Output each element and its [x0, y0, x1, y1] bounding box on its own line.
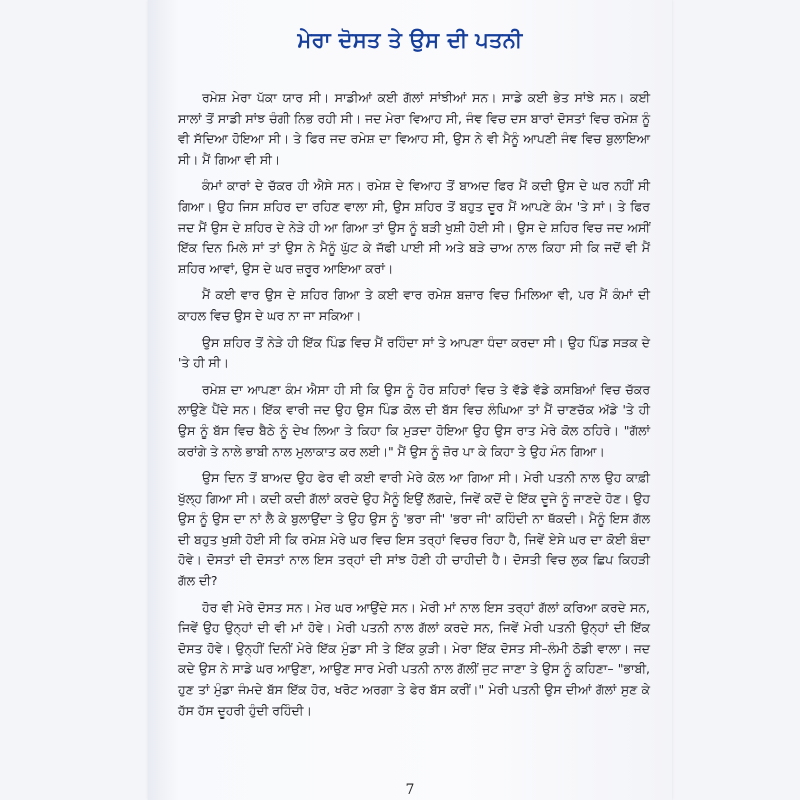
chapter-title: ਮੇਰਾ ਦੋਸਤ ਤੇ ਉਸ ਦੀ ਪਤਨੀ: [297, 28, 523, 52]
body-text: [178, 88, 650, 727]
paragraph-4: ਉਸ ਸ਼ਹਿਰ ਤੋਂ ਨੇੜੇ ਹੀ ਇੱਕ ਪਿੰਡ ਵਿਚ ਮੈਂ ਰਹਿੰਦਾ ਸਾਂ ਤੇ ਆਪਣਾ ਧੰਦਾ ਕਰਦਾ ਸੀ। ਉਹ ਪਿੰਡ ਸੜਕ ਦੇ 'ਤੇ ਹੀ ਸੀ।: [178, 334, 650, 371]
paragraph-7: ਹੋਰ ਵੀ ਮੇਰੇ ਦੋਸਤ ਸਨ। ਮੇਰ ਘਰ ਆਉਂਦੇ ਸਨ। ਮੇਰੀ ਮਾਂ ਨਾਲ ਇਸ ਤਰ੍ਹਾਂ ਗੱਲਾਂ ਕਰਿਆ ਕਰਦੇ ਸਨ, ਜਿਵੇਂ ਉਹ ਉਨ੍ਹਾਂ ਦੀ ਵੀ ਮਾਂ ਹੋਵੇ। ਮੇਰੀ ਪਤਨੀ ਨਾਲ ਗੱਲਾਂ ਕਰਦੇ ਸਨ, ਜਿਵੇਂ ਮੇਰੀ ਪਤਨੀ ਉਨ੍ਹਾਂ ਦੀ ਇੱਕ ਦੋਸਤ ਹੋਵੇ। ਉਨ੍ਹੀਂ ਦਿਨੀਂ ਮੇਰੇ ਇੱਕ ਮੁੰਡਾ ਸੀ ਤੇ ਇੱਕ ਕੁੜੀ। ਮੇਰਾ ਇੱਕ ਦੋਸਤ ਸੀ–ਲੰਮੀ ਠੋਡੀ ਵਾਲਾ। ਜਦ ਕਦੇ ਉਸ ਨੇ ਸਾਡੇ ਘਰ ਆਉਣਾ, ਆਉਣ ਸਾਰ ਮੇਰੀ ਪਤਨੀ ਨਾਲ ਗੱਲੀਂ ਜੁਟ ਜਾਣਾ ਤੇ ਉਸ ਨੂੰ ਕਹਿਣਾ– "ਭਾਬੀ, ਹੁਣ ਤਾਂ ਮੁੰਡਾ ਜੰਮਦੇ ਬੱਸ ਇੱਕ ਹੋਰ, ਖਰੋਟ ਅਰਗਾ ਤੇ ਫੇਰ ਬੱਸ ਕਰੀਂ।" ਮੇਰੀ ਪਤਨੀ ਉਸ ਦੀਆਂ ਗੱਲਾਂ ਸੁਣ ਕੇ ਹੱਸ ਹੱਸ ਦੂਹਰੀ ਹੁੰਦੀ ਰਹਿੰਦੀ।: [178, 599, 650, 718]
paragraph-5: ਰਮੇਸ਼ ਦਾ ਆਪਣਾ ਕੰਮ ਐਸਾ ਹੀ ਸੀ ਕਿ ਉਸ ਨੂੰ ਹੋਰ ਸ਼ਹਿਰਾਂ ਵਿਚ ਤੇ ਵੱਡੇ ਵੱਡੇ ਕਸਬਿਆਂ ਵਿਚ ਚੱਕਰ ਲਾਉਣੇ ਪੈਂਦੇ ਸਨ। ਇੱਕ ਵਾਰੀ ਜਦ ਉਹ ਉਸ ਪਿੰਡ ਕੋਲ ਦੀ ਬੱਸ ਵਿਚ ਲੰਘਿਆ ਤਾਂ ਮੈਂ ਚਾਣਚੱਕ ਅੱਡੇ 'ਤੇ ਹੀ ਉਸ ਨੂੰ ਬੱਸ ਵਿਚ ਬੈਠੇ ਨੂੰ ਦੇਖ ਲਿਆ ਤੇ ਕਿਹਾ ਕਿ ਮੁੜਦਾ ਹੋਇਆ ਉਹ ਉਸ ਰਾਤ ਮੇਰੇ ਕੋਲ ਠਹਿਰੇ। "ਗੱਲਾਂ ਕਰਾਂਗੇ ਤੇ ਨਾਲੇ ਭਾਬੀ ਨਾਲ ਮੁਲਾਕਾਤ ਕਰ ਲਈ।" ਮੈਂ ਉਸ ਨੂੰ ਜ਼ੋਰ ਪਾ ਕੇ ਕਿਹਾ ਤੇ ਉਹ ਮੰਨ ਗਿਆ।: [178, 381, 650, 459]
paragraph-3: ਮੈਂ ਕਈ ਵਾਰ ਉਸ ਦੇ ਸ਼ਹਿਰ ਗਿਆ ਤੇ ਕਈ ਵਾਰ ਰਮੇਸ਼ ਬਜ਼ਾਰ ਵਿਚ ਮਿਲਿਆ ਵੀ, ਪਰ ਮੈਂ ਕੰਮਾਂ ਦੀ ਕਾਹਲ ਵਿਚ ਉਸ ਦੇ ਘਰ ਨਾ ਜਾ ਸਕਿਆ।: [178, 287, 650, 323]
paragraph-2: ਕੰਮਾਂ ਕਾਰਾਂ ਦੇ ਚੱਕਰ ਹੀ ਐਸੇ ਸਨ। ਰਮੇਸ਼ ਦੇ ਵਿਆਹ ਤੋਂ ਬਾਅਦ ਫਿਰ ਮੈਂ ਕਦੀ ਉਸ ਦੇ ਘਰ ਨਹੀਂ ਸੀ ਗਿਆ। ਉਹ ਜਿਸ ਸ਼ਹਿਰ ਦਾ ਰਹਿਣ ਵਾਲਾ ਸੀ, ਉਸ ਸ਼ਹਿਰ ਤੋਂ ਬਹੁਤ ਦੂਰ ਮੈਂ ਆਪਣੇ ਕੰਮ 'ਤੇ ਸਾਂ। ਤੇ ਫਿਰ ਜਦ ਮੈਂ ਉਸ ਦੇ ਸ਼ਹਿਰ ਦੇ ਨੇੜੇ ਹੀ ਆ ਗਿਆ ਤਾਂ ਉਸ ਨੂੰ ਬੜੀ ਖੁਸ਼ੀ ਹੋਈ ਸੀ। ਉਸ ਦੇ ਸ਼ਹਿਰ ਵਿਚ ਜਦ ਅਸੀਂ ਇੱਕ ਦਿਨ ਮਿਲੇ ਸਾਂ ਤਾਂ ਉਸ ਨੇ ਮੈਨੂੰ ਘੁੱਟ ਕੇ ਜੱਫੀ ਪਾਈ ਸੀ ਅਤੇ ਬੜੇ ਚਾਅ ਨਾਲ ਕਿਹਾ ਸੀ ਕਿ ਜਦੋਂ ਵੀ ਮੈਂ ਸ਼ਹਿਰ ਆਵਾਂ, ਉਸ ਦੇ ਘਰ ਜ਼ਰੂਰ ਆਇਆ ਕਰਾਂ।: [178, 178, 650, 276]
page-number: 7: [405, 782, 415, 798]
book-page: [148, 0, 672, 800]
paragraph-1: ਰਮੇਸ਼ ਮੇਰਾ ਪੱਕਾ ਯਾਰ ਸੀ। ਸਾਡੀਆਂ ਕਈ ਗੱਲਾਂ ਸਾਂਝੀਆਂ ਸਨ। ਸਾਡੇ ਕਈ ਭੇਤ ਸਾਂਝੇ ਸਨ। ਕਈ ਸਾਲਾਂ ਤੋਂ ਸਾਡੀ ਸਾਂਝ ਚੰਗੀ ਨਿਭ ਰਹੀ ਸੀ। ਜਦ ਮੇਰਾ ਵਿਆਹ ਸੀ, ਜੰਞ ਵਿਚ ਦਸ ਬਾਰਾਂ ਦੋਸਤਾਂ ਵਿਚ ਰਮੇਸ਼ ਨੂੰ ਵੀ ਸੱਦਿਆ ਹੋਇਆ ਸੀ। ਤੇ ਫਿਰ ਜਦ ਰਮੇਸ਼ ਦਾ ਵਿਆਹ ਸੀ, ਉਸ ਨੇ ਵੀ ਮੈਨੂੰ ਆਪਣੀ ਜੰਞ ਵਿਚ ਬੁਲਾਇਆ ਸੀ। ਮੈਂ ਗਿਆ ਵੀ ਸੀ।: [178, 90, 650, 167]
paragraph-6: ਉਸ ਦਿਨ ਤੋਂ ਬਾਅਦ ਉਹ ਫੇਰ ਵੀ ਕਈ ਵਾਰੀ ਮੇਰੇ ਕੋਲ ਆ ਗਿਆ ਸੀ। ਮੇਰੀ ਪਤਨੀ ਨਾਲ ਉਹ ਕਾਫ਼ੀ ਖੁੱਲ੍ਹ ਗਿਆ ਸੀ। ਕਦੀ ਕਦੀ ਗੱਲਾਂ ਕਰਦੇ ਉਹ ਮੈਨੂੰ ਇਉਂ ਲੱਗਦੇ, ਜਿਵੇਂ ਕਦੋਂ ਦੇ ਇੱਕ ਦੂਜੇ ਨੂੰ ਜਾਣਦੇ ਹੋਣ। ਉਹ ਉਸ ਨੂੰ ਉਸ ਦਾ ਨਾਂ ਲੈ ਕੇ ਬੁਲਾਉਂਦਾ ਤੇ ਉਹ ਉਸ ਨੂੰ 'ਭਰਾ ਜੀ' 'ਭਰਾ ਜੀ' ਕਹਿੰਦੀ ਨਾ ਥੱਕਦੀ। ਮੈਨੂੰ ਇਸ ਗੱਲ ਦੀ ਬਹੁਤ ਖੁਸ਼ੀ ਹੋਈ ਸੀ ਕਿ ਰਮੇਸ਼ ਮੇਰੇ ਘਰ ਵਿਚ ਇਸ ਤਰ੍ਹਾਂ ਵਿਚਰ ਰਿਹਾ ਹੈ, ਜਿਵੇਂ ਏਸੇ ਘਰ ਦਾ ਕੋਈ ਬੰਦਾ ਹੋਵੇ। ਦੋਸਤਾਂ ਦੀ ਦੋਸਤਾਂ ਨਾਲ ਇਸ ਤਰ੍ਹਾਂ ਦੀ ਸਾਂਝ ਹੋਣੀ ਹੀ ਚਾਹੀਦੀ ਹੈ। ਦੋਸਤੀ ਵਿਚ ਲੁਕ ਛਿਪ ਕਿਹੜੀ ਗੱਲ ਦੀ?: [178, 470, 650, 589]
